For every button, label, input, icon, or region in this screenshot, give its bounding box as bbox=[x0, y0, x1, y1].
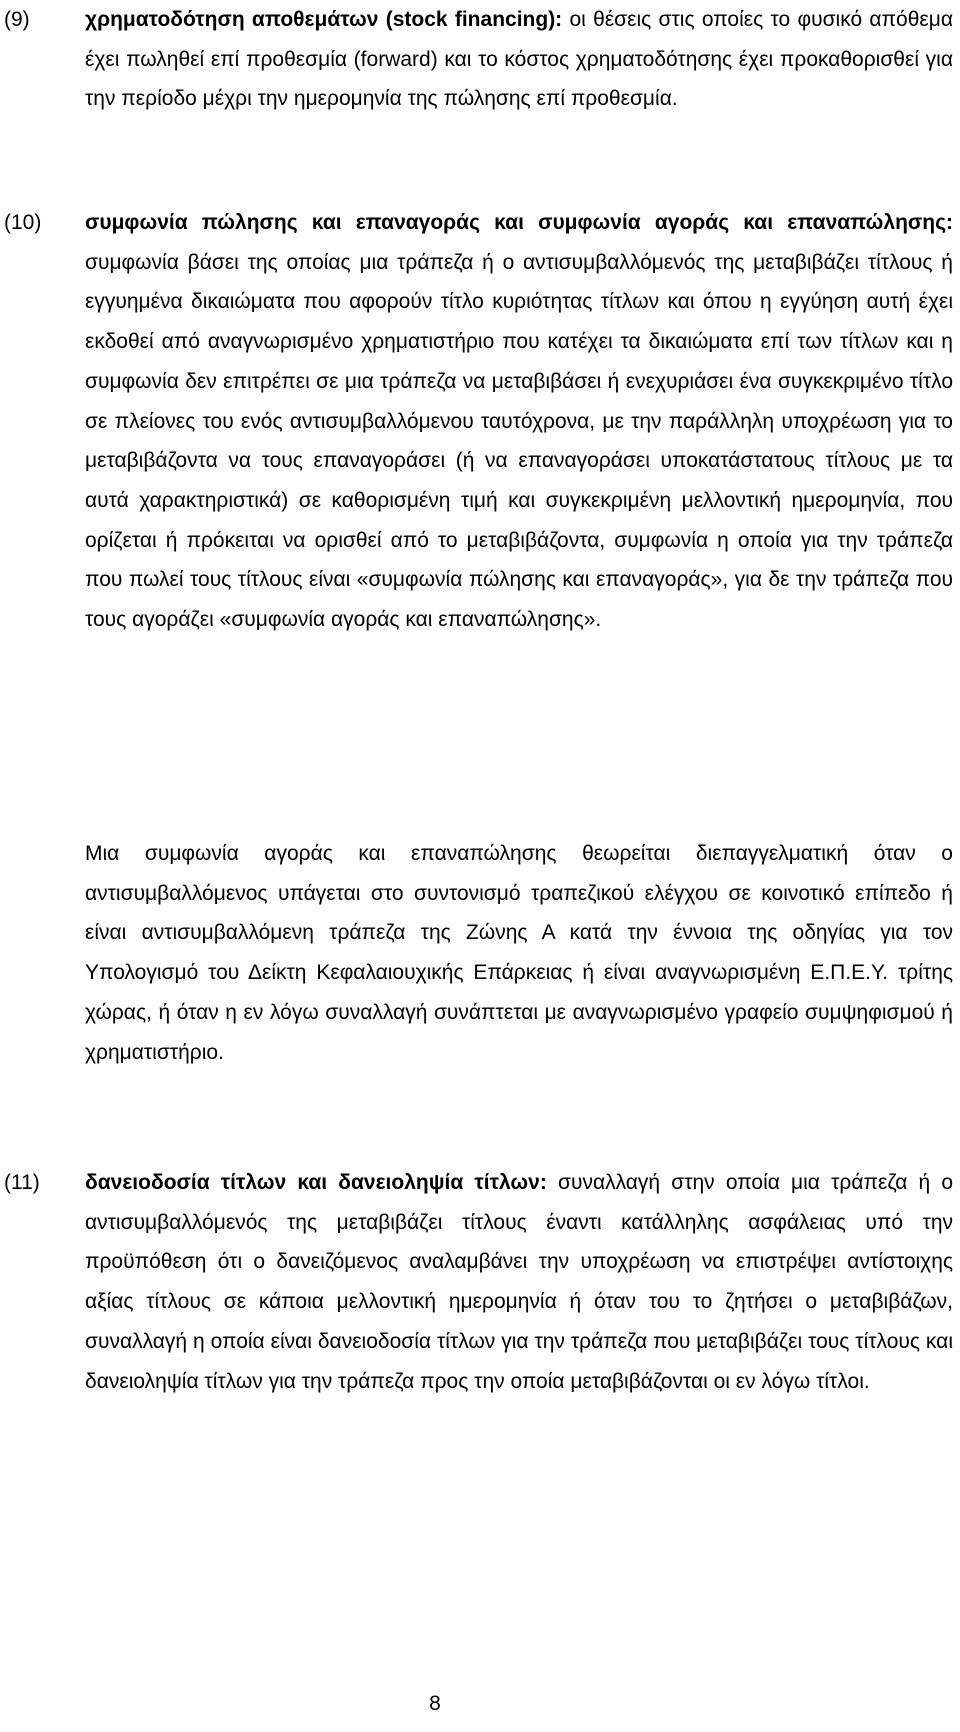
item-number: (9) bbox=[4, 8, 30, 31]
item-number: (11) bbox=[4, 1171, 40, 1194]
item-text: συναλλαγή στην οποία μια τράπεζα ή ο αντισυμβαλλόμενός της μεταβιβάζει τίτλους έναντι κατάλληλης ασφάλειας υπό την προϋπόθεση ότι ο δανειζόμενος αναλαμβάνει την υποχρέωση να επιστρέψει αντίστοιχης αξίας τίτλους σε κάποια μελλοντική ημερομηνία ή όταν του το ζητήσει ο μεταβιβάζων, συναλλαγή η οποία είναι δανειοδοσία τίτλων για την τράπεζα που μεταβιβάζει τους τίτλους και δανειοληψία τίτλων για την τράπεζα προς την οποία μεταβιβάζονται οι εν λόγω τίτλοι. bbox=[85, 1171, 953, 1393]
item-body bbox=[85, 0, 953, 119]
item-term: συμφωνία πώλησης και επαναγοράς και συμφωνία αγοράς και επαναπώλησης: bbox=[85, 211, 953, 234]
item-text: οι θέσεις στις οποίες το φυσικό απόθεμα έχει πωληθεί επί προθεσμία (forward) και το κόστος χρηματοδότησης έχει προκαθορισθεί για την περίοδο μέχρι την ημερομηνία της πώλησης επί προθεσμία. bbox=[85, 8, 954, 111]
item-text: συμφωνία βάσει της οποίας μια τράπεζα ή ο αντισυμβαλλόμενός της μεταβιβάζει τίτλους ή εγγυημένα δικαιώματα που αφορούν τίτλο κυριότητας τίτλων και όπου η εγγύηση αυτή έχει εκδοθεί από αναγνωρισμένο χρηματιστήριο που κατέχει τα δικαιώματα επί των τίτλων και η συμφωνία δεν επιτρέπει σε μια τράπεζα να μεταβιβάσει ή ενεχυριάσει ένα συγκεκριμένο τίτλο σε πλείονες του ενός αντισυμβαλλόμενου ταυτόχρονα, με την παράλληλη υποχρέωση για το μεταβιβάζοντα να τους επαναγοράσει (ή να επαναγοράσει υποκατάστατους τίτλους με τα αυτά χαρακτηριστικά) σε καθορισμένη τιμή και συγκεκριμένη μελλοντική ημερομηνία, που ορίζεται ή πρόκειται να ορισθεί από το μεταβιβάζοντα, συμφωνία η οποία για την τράπεζα που πωλεί τους τίτλους είναι «συμφωνία πώλησης και επαναγοράς», για δε την τράπεζα που τους αγοράζει «συμφωνία αγοράς και επαναπώλησης». bbox=[85, 250, 953, 632]
follow-paragraph: Μια συμφωνία αγοράς και επαναπώλησης θεωρείται διεπαγγελματική όταν ο αντισυμβαλλόμενος υπάγεται στο συντονισμό τραπεζικού ελέγχου σε κοινοτικό επίπεδο ή είναι αντισυμβαλλόμενη τράπεζα της Ζώνης Α κατά την έννοια της οδηγίας για τον Υπολογισμό του Δείκτη Κεφαλαιουχικής Επάρκειας ή είναι αναγνωρισμένη Ε.Π.Ε.Υ. τρίτης χώρας, ή όταν η εν λόγω συναλλαγή συνάπτεται με αναγνωρισμένο γραφείο συμψηφισμού ή χρηματιστήριο. bbox=[85, 842, 953, 1064]
item-term: χρηματοδότηση αποθεμάτων (stock financing): bbox=[85, 8, 563, 31]
item-term: δανειοδοσία τίτλων και δανειοληψία τίτλων: bbox=[85, 1171, 547, 1194]
item-body bbox=[85, 1163, 953, 1401]
item-number: (10) bbox=[4, 211, 42, 234]
item-body bbox=[85, 203, 953, 640]
page-number: 8 bbox=[429, 1692, 441, 1715]
